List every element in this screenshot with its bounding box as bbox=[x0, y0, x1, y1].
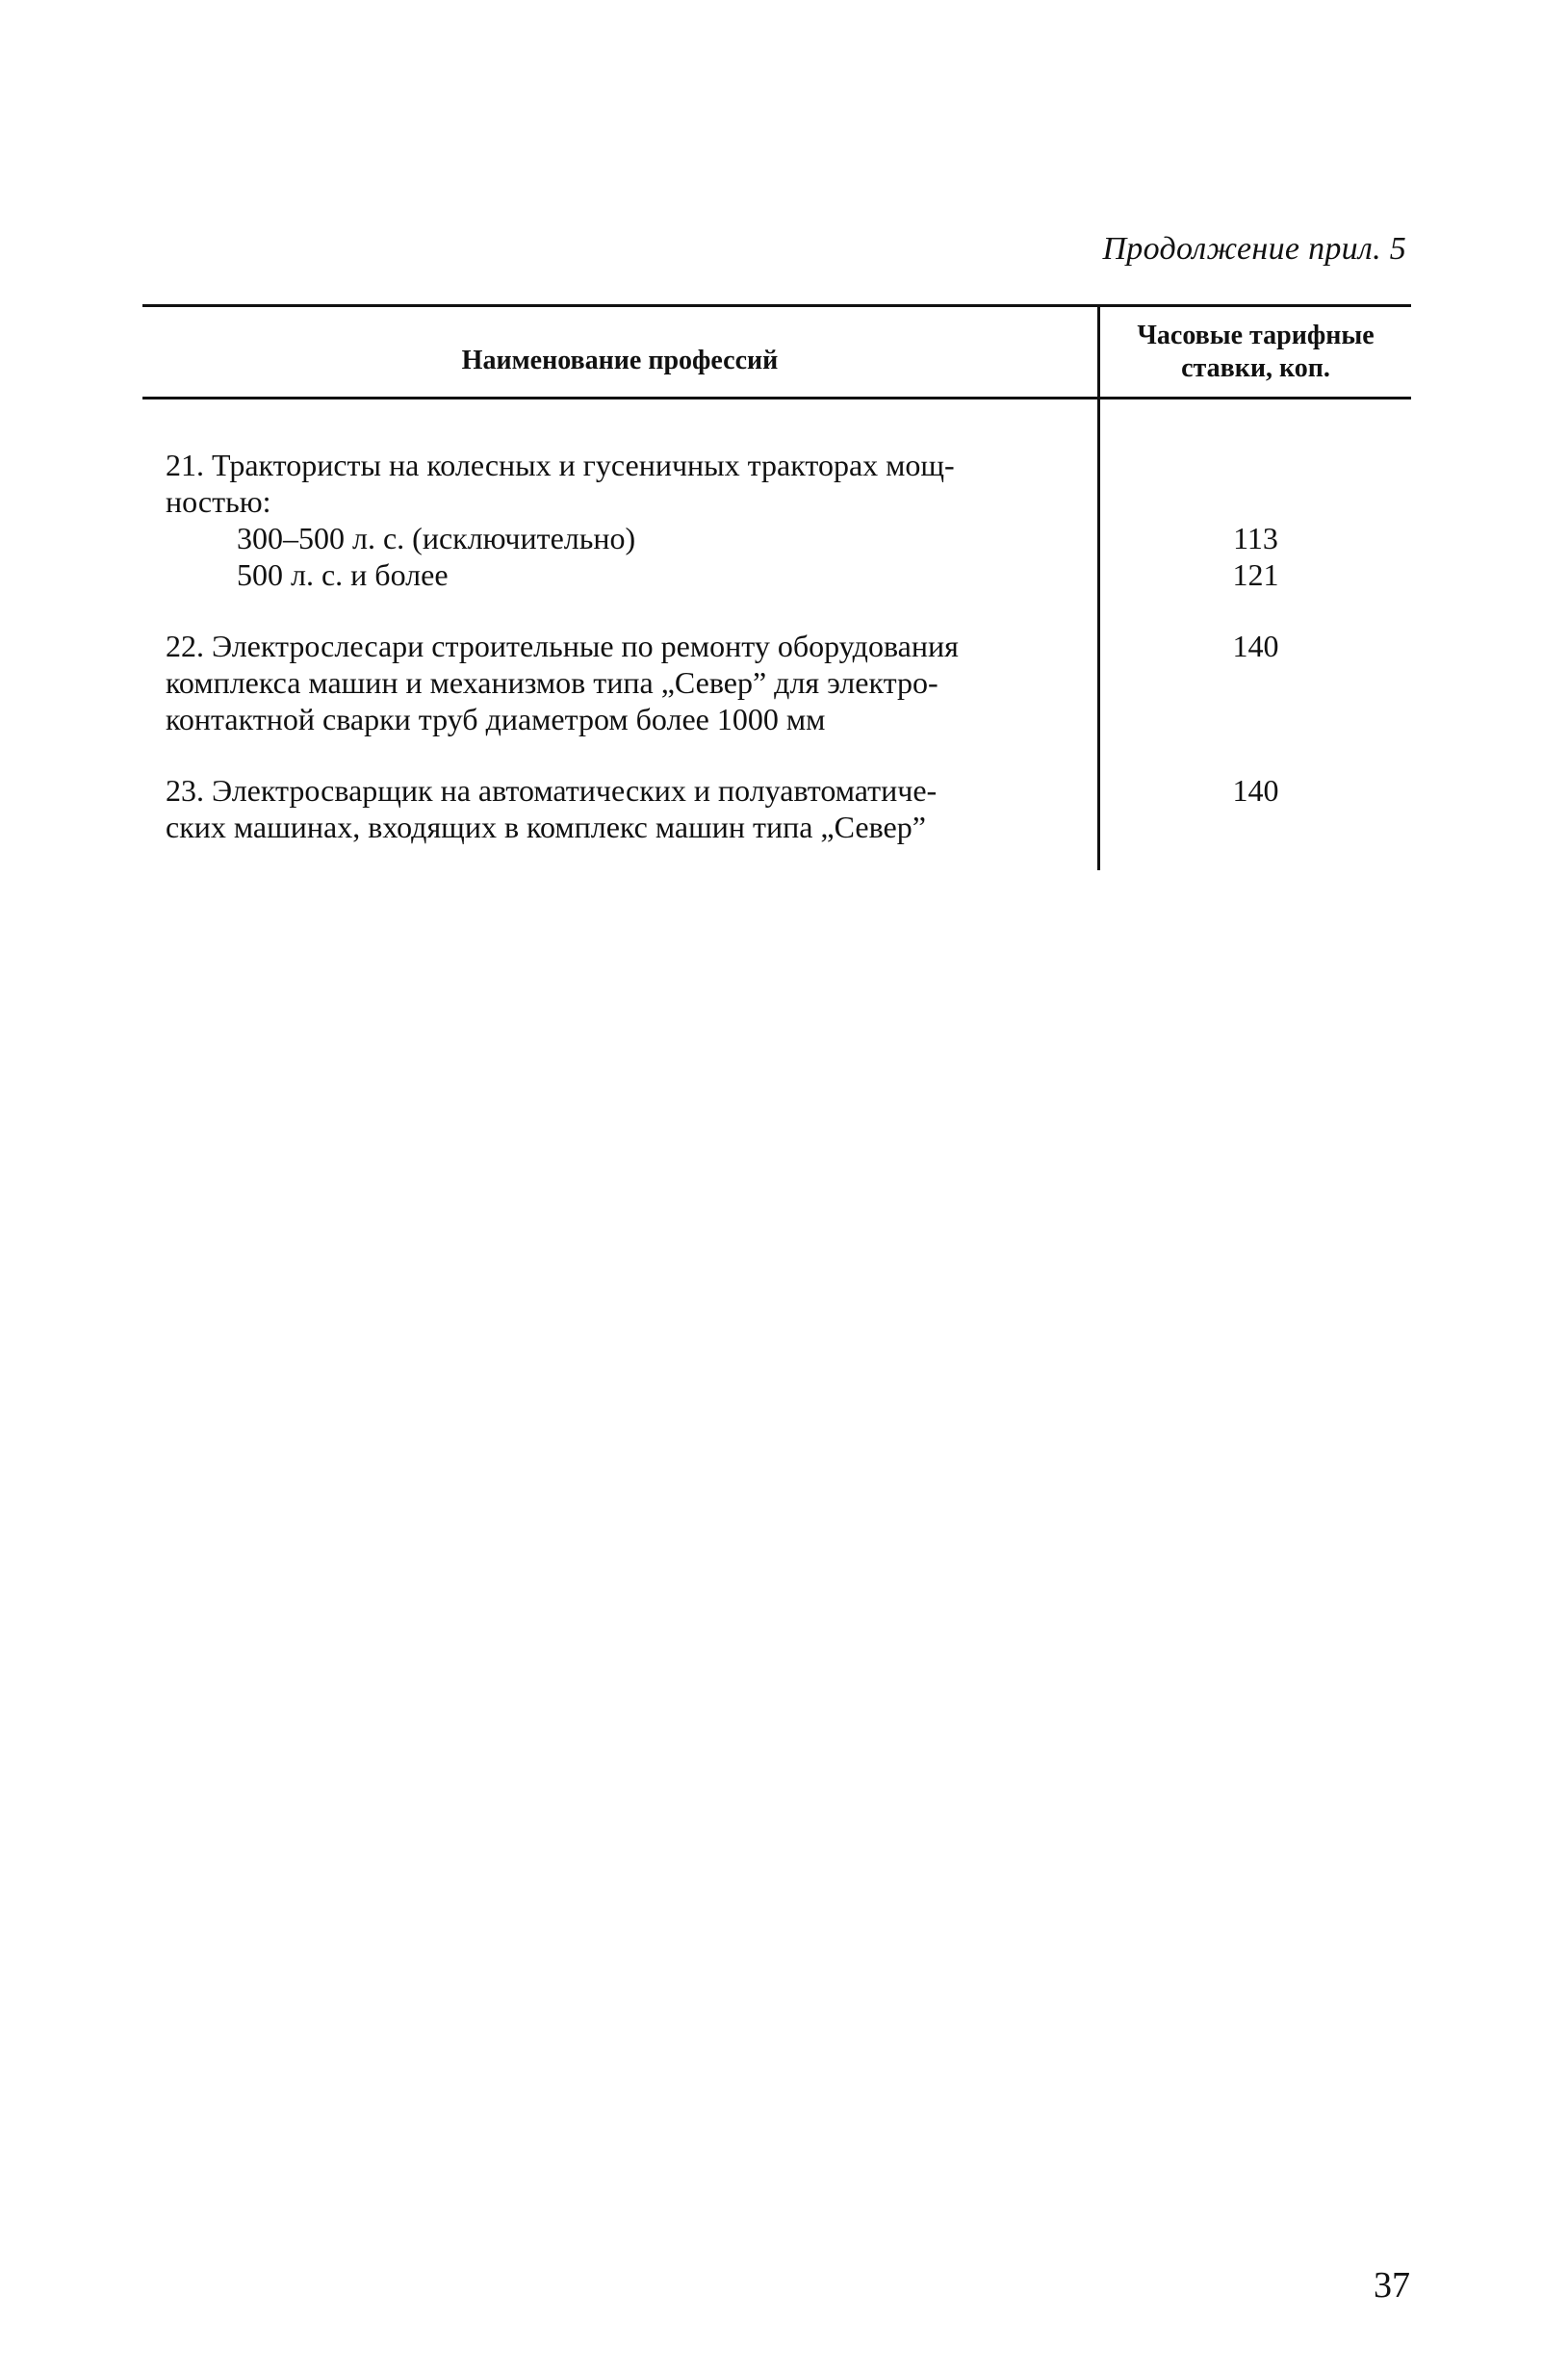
row-23-line1: 23. Электросварщик на автоматических и полуавтоматиче- bbox=[166, 773, 938, 808]
table-header-rule bbox=[142, 397, 1411, 399]
table-row-21 bbox=[166, 447, 1080, 593]
row-22-line1: 22. Электрослесари строительные по ремонту оборудования bbox=[166, 629, 959, 663]
row-21-sub2-value: 121 bbox=[1232, 557, 1279, 592]
column-header-rate-line2: ставки, коп. bbox=[1181, 353, 1330, 383]
row-21-sub2: 500 л. с. и более bbox=[237, 557, 449, 592]
row-22-value: 140 bbox=[1232, 629, 1279, 663]
row-23-value: 140 bbox=[1232, 773, 1279, 808]
page-number: 37 bbox=[1374, 2265, 1410, 2306]
row-21-sub1: 300–500 л. с. (исключительно) bbox=[237, 521, 636, 555]
row-21-line2: ностью: bbox=[166, 484, 271, 519]
table-top-rule bbox=[142, 304, 1411, 307]
table-row-23 bbox=[166, 772, 1080, 845]
table-row-22 bbox=[166, 628, 1080, 737]
row-21-line1: 21. Трактористы на колесных и гусеничных тракторах мощ- bbox=[166, 448, 955, 482]
tariff-table bbox=[142, 304, 1411, 870]
column-header-rate-line1: Часовые тарифные bbox=[1137, 321, 1375, 350]
column-header-profession: Наименование профессий bbox=[461, 346, 779, 375]
continuation-caption: Продолжение прил. 5 bbox=[1102, 231, 1406, 267]
row-22-line3: контактной сварки труб диаметром более 1000 мм bbox=[166, 702, 826, 736]
row-23-line2: ских машинах, входящих в комплекс машин типа „Север” bbox=[166, 810, 926, 844]
column-header-rate bbox=[1100, 320, 1411, 385]
row-21-sub1-value: 113 bbox=[1233, 521, 1278, 555]
row-22-line2: комплекса машин и механизмов типа „Север” для электро- bbox=[166, 665, 938, 700]
